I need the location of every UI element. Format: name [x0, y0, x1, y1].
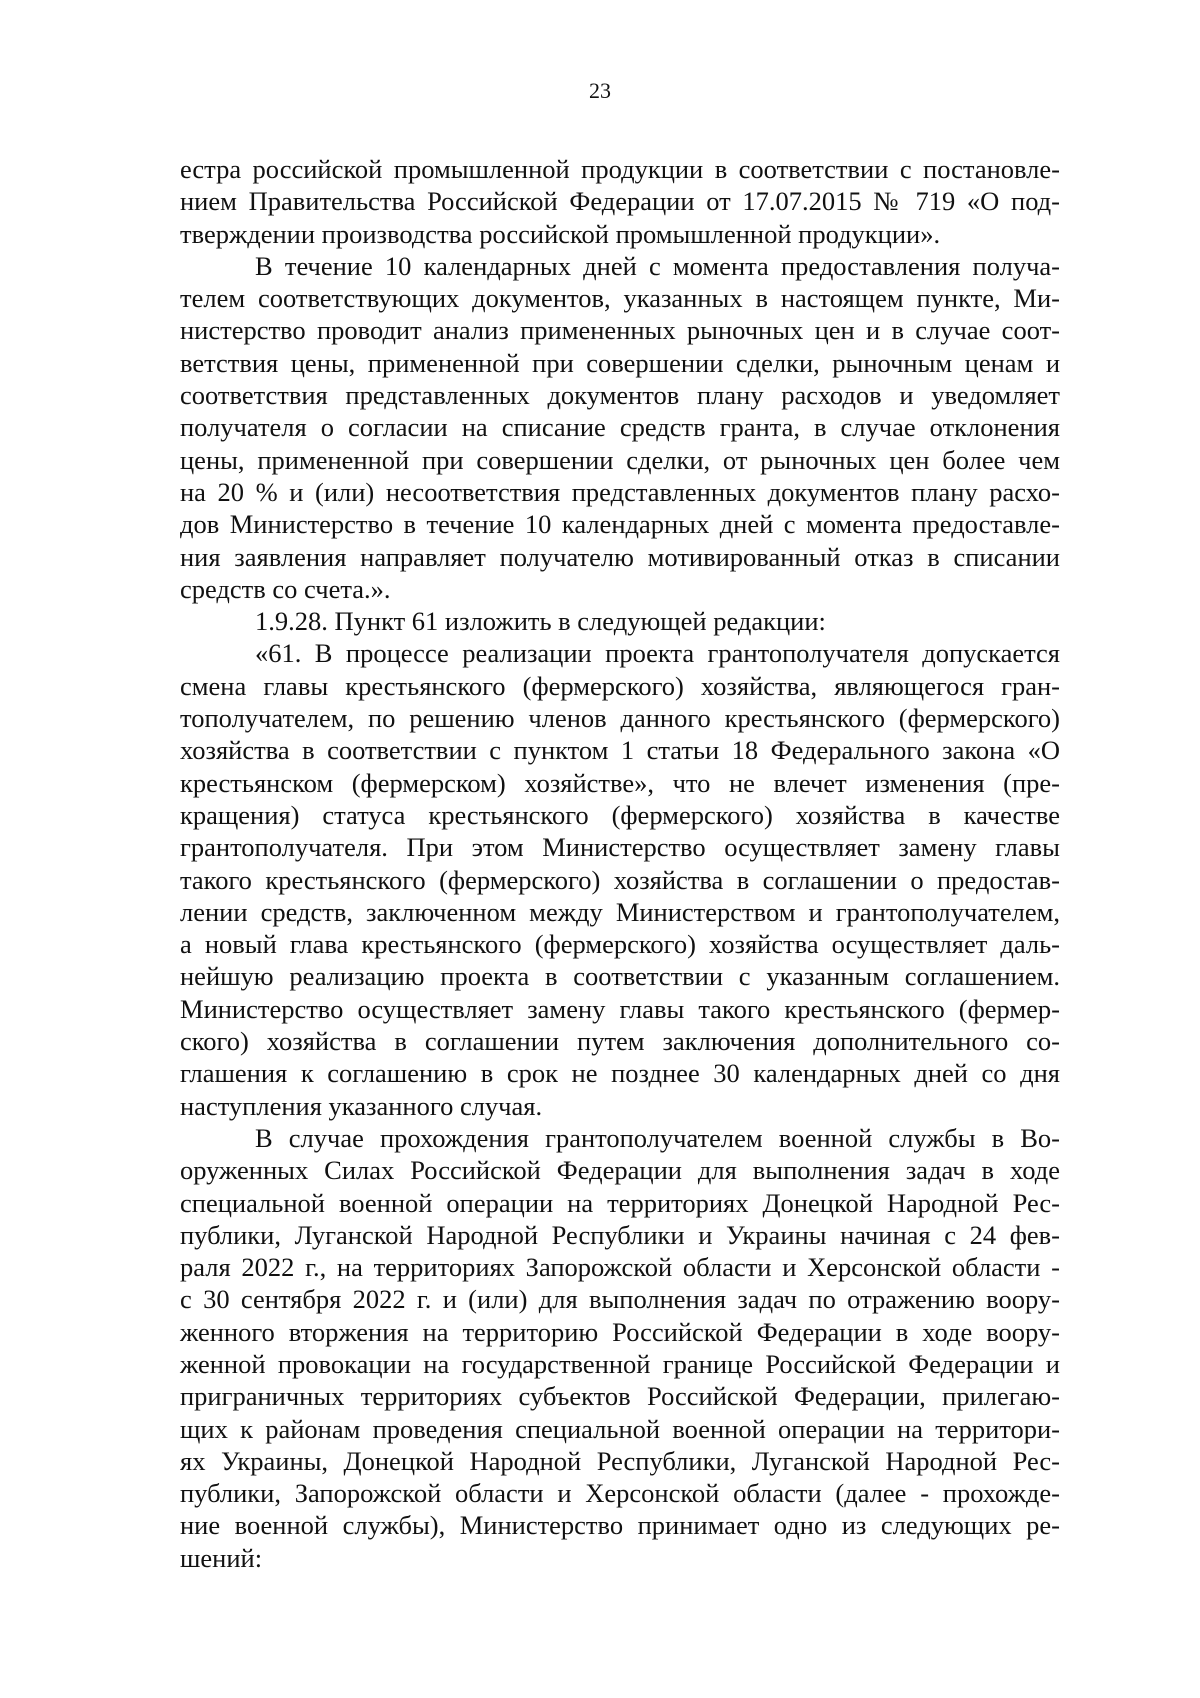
text-line: Министерство осуществляет замену главы такого крестьянского (фермер-: [180, 993, 1060, 1024]
text-line: ского) хозяйства в соглашении путем заключения дополнительного со-: [180, 1026, 1060, 1057]
text-line: естра российской промышленной продукции в соответствии с постановле-: [180, 154, 1060, 184]
text-line: нистерство проводит анализ примененных рыночных цен и в случае соот-: [180, 315, 1060, 346]
text-line: глашения к соглашению в срок не позднее 30 календарных дней со дня: [180, 1058, 1060, 1089]
page-number: 23: [589, 78, 611, 103]
text-line: с 30 сентября 2022 г. и (или) для выполнения задач по отражению воору-: [180, 1284, 1060, 1315]
text-line: оруженных Силах Российской Федерации для выполнения задач в ходе: [180, 1155, 1060, 1186]
text-line: ях Украины, Донецкой Народной Республики, Луганской Народной Рес-: [180, 1445, 1060, 1476]
text-line: тополучателем, по решению членов данного крестьянского (фермерского): [180, 703, 1060, 734]
text-line: на 20 % и (или) несоответствия представленных документов плану расхо-: [180, 476, 1060, 507]
text-line: ние военной службы), Министерство принимает одно из следующих ре-: [180, 1510, 1060, 1541]
text-line: цены, примененной при совершении сделки, от рыночных цен более чем: [180, 444, 1060, 475]
text-line: наступления указанного случая.: [180, 1090, 543, 1121]
text-line: дов Министерство в течение 10 календарных дней с момента предоставле-: [180, 509, 1060, 540]
text-line: нием Правительства Российской Федерации от 17.07.2015 № 719 «О под-: [180, 186, 1060, 217]
text-line: средств со счета.».: [180, 573, 391, 604]
text-line: В течение 10 календарных дней с момента предоставления получа-: [255, 250, 1060, 281]
text-line: получателя о согласии на списание средств гранта, в случае отклонения: [180, 412, 1060, 443]
text-line: раля 2022 г., на территориях Запорожской области и Херсонской области -: [180, 1252, 1060, 1283]
text-line: щих к районам проведения специальной военной операции на территори-: [180, 1413, 1060, 1444]
text-line: кращения) статуса крестьянского (фермерского) хозяйства в качестве: [180, 799, 1060, 830]
text-line: телем соответствующих документов, указанных в настоящем пункте, Ми-: [180, 283, 1060, 314]
text-line: «61. В процессе реализации проекта грантополучателя допускается: [255, 638, 1060, 669]
text-line: хозяйства в соответствии с пунктом 1 статьи 18 Федерального закона «О: [180, 735, 1060, 766]
text-line: женного вторжения на территорию Российской Федерации в ходе воору-: [180, 1316, 1060, 1347]
text-line: лении средств, заключенном между Министерством и грантополучателем,: [180, 896, 1060, 927]
text-line: нейшую реализацию проекта в соответствии с указанным соглашением.: [180, 961, 1060, 992]
text-line: грантополучателя. При этом Министерство осуществляет замену главы: [180, 832, 1060, 863]
text-line: ния заявления направляет получателю мотивированный отказ в списании: [180, 541, 1060, 572]
text-line: публики, Запорожской области и Херсонской области (далее - прохожде-: [180, 1478, 1060, 1509]
text-line: тверждении производства российской промышленной продукции».: [180, 218, 941, 249]
text-line: крестьянском (фермерском) хозяйстве», что не влечет изменения (пре-: [180, 767, 1060, 798]
text-line: приграничных территориях субъектов Российской Федерации, прилегаю-: [180, 1381, 1060, 1412]
text-line: 1.9.28. Пункт 61 изложить в следующей редакции:: [255, 606, 826, 637]
text-line: специальной военной операции на территориях Донецкой Народной Рес-: [180, 1187, 1060, 1218]
text-line: женной провокации на государственной границе Российской Федерации и: [180, 1348, 1060, 1379]
text-line: публики, Луганской Народной Республики и Украины начиная с 24 фев-: [180, 1219, 1060, 1250]
text-line: шений:: [180, 1542, 263, 1573]
text-line: такого крестьянского (фермерского) хозяйства в соглашении о предостав-: [180, 864, 1060, 895]
document-body: [180, 153, 1060, 1574]
text-line: ветствия цены, примененной при совершении сделки, рыночным ценам и: [180, 347, 1060, 378]
text-line: а новый глава крестьянского (фермерского) хозяйства осуществляет даль-: [180, 929, 1060, 960]
text-line: соответствия представленных документов плану расходов и уведомляет: [180, 380, 1060, 411]
text-line: В случае прохождения грантополучателем военной службы в Во-: [255, 1122, 1060, 1153]
text-line: смена главы крестьянского (фермерского) хозяйства, являющегося гран-: [180, 670, 1060, 701]
